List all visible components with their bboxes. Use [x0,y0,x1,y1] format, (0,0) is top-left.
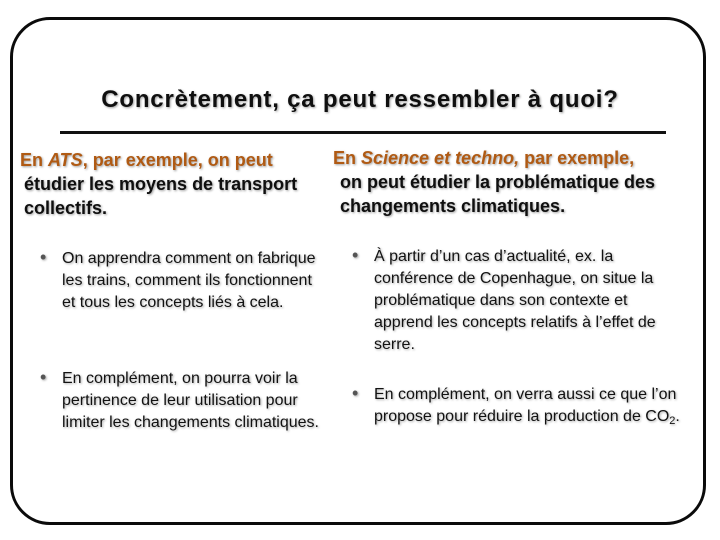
bullet-dot: • [40,367,47,387]
left-intro-highlight [20,150,273,170]
list-item [40,367,322,434]
left-intro-subject: ATS [48,150,83,170]
bullet-dot: • [352,245,359,265]
right-intro-suffix: par exemple, [519,148,635,168]
left-intro-rest: étudier les moyens de transport collectifs. [24,174,298,218]
right-intro [333,146,703,218]
left-bullet-list-2 [40,367,322,434]
bullet-text: On apprendra comment on fabrique les trains, comment ils fonctionnent et tous les concepts liés à cela. [62,250,316,311]
left-intro-suffix: , par exemple, on peut [82,150,273,170]
bullet-text [374,386,680,425]
right-intro-highlight [333,148,634,168]
title-underline [60,131,666,134]
left-intro-prefix: En [20,150,49,170]
right-bullet-list-2 [352,383,684,432]
bullet-dot: • [40,247,47,267]
right-bullet-list [352,245,684,356]
right-intro-prefix: En [333,148,362,168]
list-item [40,247,322,314]
list-item [352,383,684,432]
list-item [352,245,684,356]
bullet-text: En complément, on pourra voir la pertinence de leur utilisation pour limiter les changements climatiques. [62,370,319,431]
left-intro [20,148,340,220]
bullet-trailing: . [675,408,680,425]
bullet-dot: • [352,383,359,403]
bullet-text-main: En complément, on verra aussi ce que l’on propose pour réduire la production de CO [374,386,677,425]
co2-subscript: 2 [669,415,676,427]
left-bullet-list [40,247,322,314]
bullet-text: À partir d’un cas d’actualité, ex. la conférence de Copenhague, on situe la problématique dans son contexte et apprend les concepts relatifs à l’effet de serre. [374,248,656,353]
right-intro-rest: on peut étudier la problématique des changements climatiques. [340,172,656,216]
right-intro-subject: Science et techno, [361,148,520,168]
slide-title: Concrètement, ça peut ressembler à quoi? [101,86,619,113]
